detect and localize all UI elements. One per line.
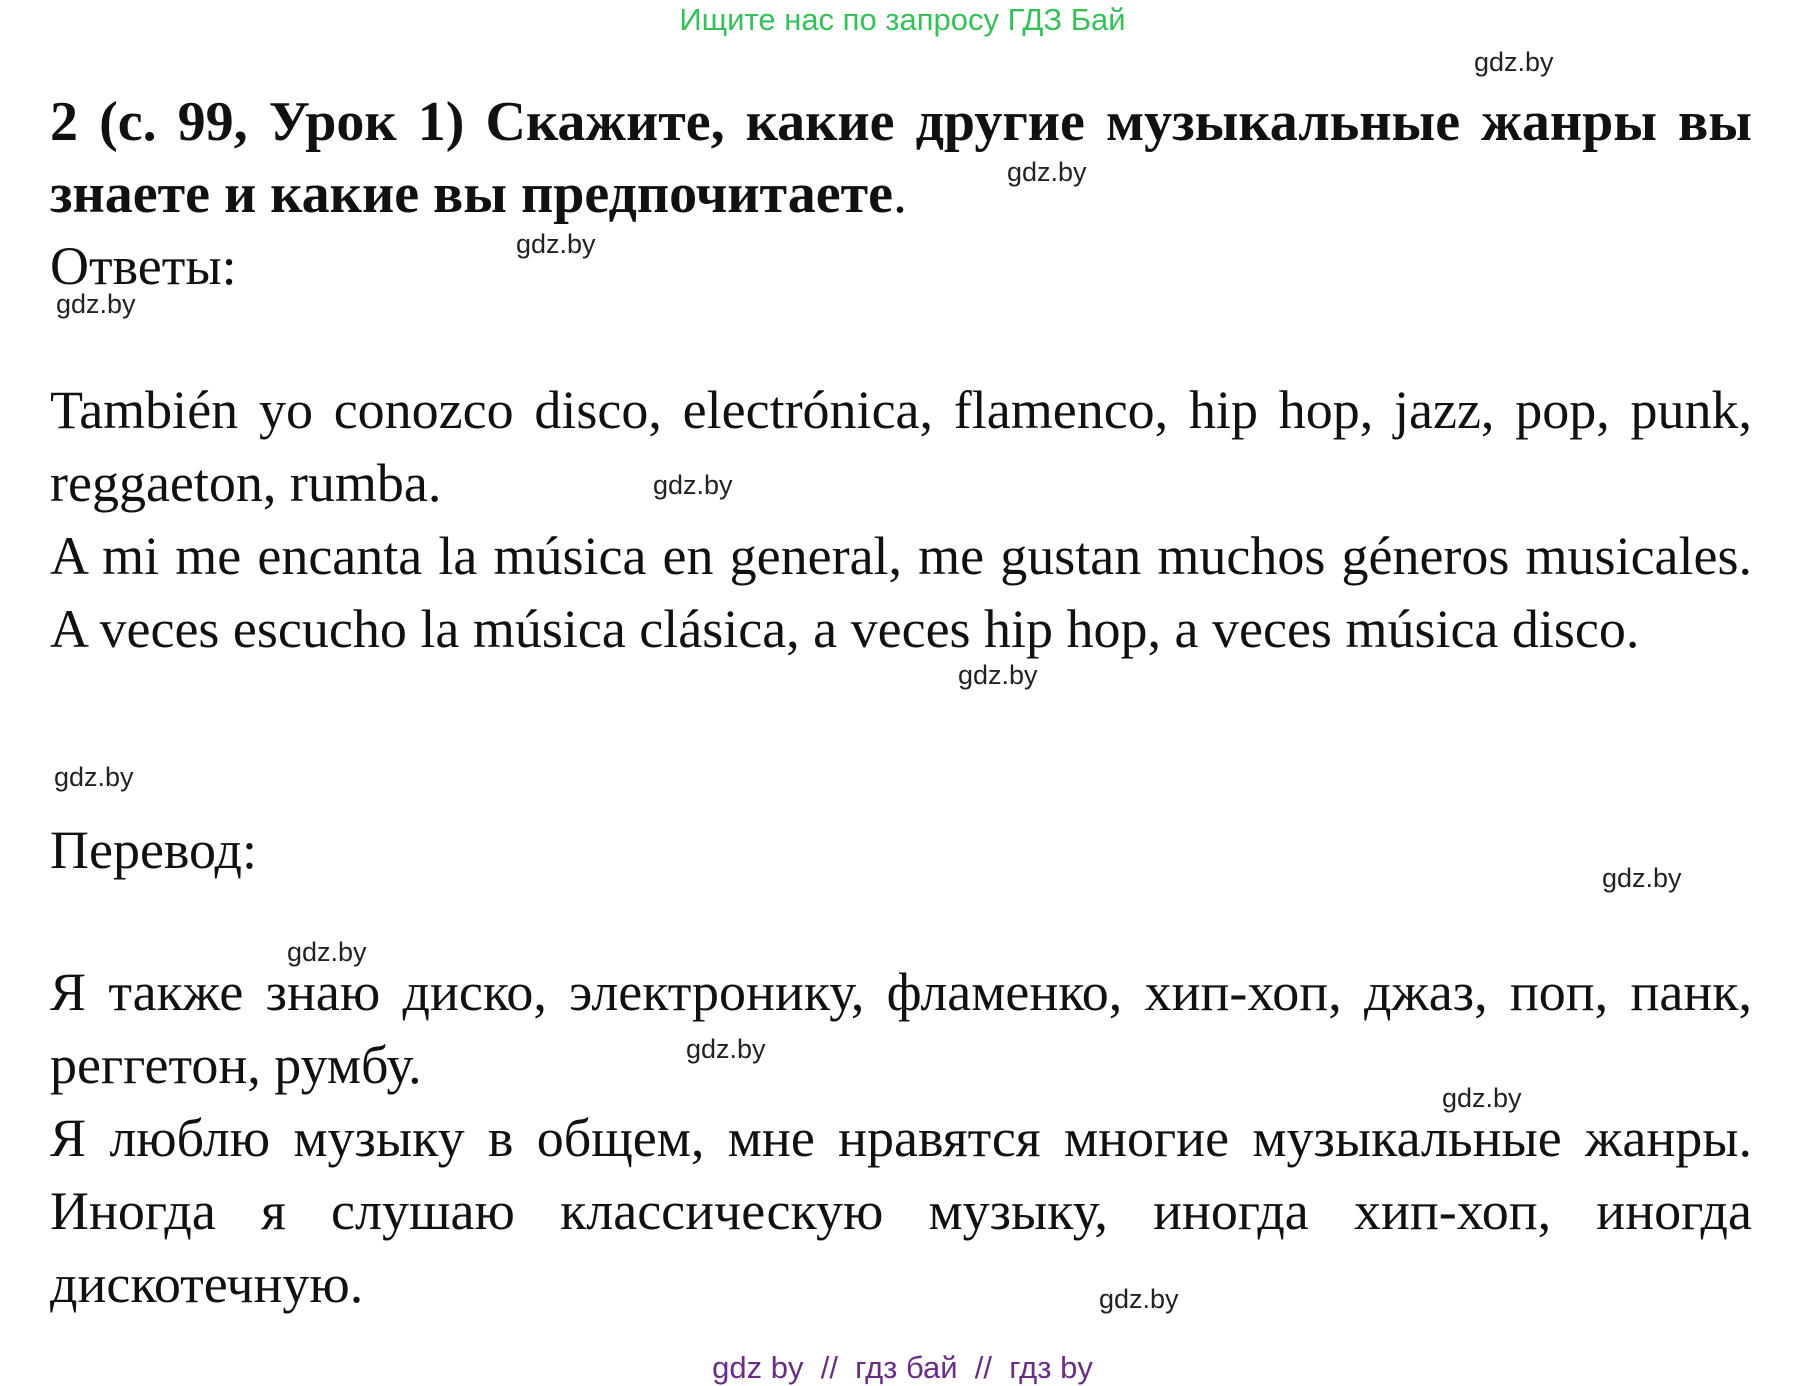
footer-links: gdz by // гдз бай // гдз by	[712, 1350, 1093, 1385]
watermark: gdz.by	[958, 660, 1038, 690]
answers-label: Ответы:	[50, 236, 237, 296]
watermark: gdz.by	[54, 762, 134, 792]
watermark: gdz.by	[1007, 157, 1087, 187]
task-title-text: 2 (с. 99, Урок 1) Скажите, какие другие музыкальные жанры вы знаете и какие вы предпочитаете	[50, 91, 1752, 225]
answer-paragraph-2: A mi me encanta la música en general, me gustan muchos géneros musicales. A veces escucho la música clásica, a veces hip hop, a veces música disco.	[50, 526, 1752, 659]
translation-section	[50, 956, 1752, 1321]
watermark: gdz.by	[56, 289, 136, 319]
task-title	[50, 86, 1752, 230]
answer-paragraph-1: También yo conozco disco, electrónica, flamenco, hip hop, jazz, pop, punk, reggaeton, rumba.	[50, 380, 1752, 513]
watermark: gdz.by	[287, 937, 367, 967]
answers-section	[50, 374, 1752, 666]
search-banner: Ищите нас по запросу ГДЗ Бай	[679, 2, 1126, 37]
watermark: gdz.by	[1099, 1284, 1179, 1314]
watermark: gdz.by	[1442, 1083, 1522, 1113]
watermark: gdz.by	[686, 1034, 766, 1064]
watermark: gdz.by	[1602, 863, 1682, 893]
watermark: gdz.by	[516, 229, 596, 259]
translation-paragraph-2: Я люблю музыку в общем, мне нравятся многие музыкальные жанры. Иногда я слушаю классическую музыку, иногда хип-хоп, иногда дискотечную.	[50, 1108, 1752, 1314]
translation-label: Перевод:	[50, 820, 257, 880]
watermark: gdz.by	[1474, 47, 1554, 77]
task-title-period: .	[892, 163, 907, 225]
watermark: gdz.by	[653, 470, 733, 500]
translation-paragraph-1: Я также знаю диско, электронику, фламенко, хип-хоп, джаз, поп, панк, реггетон, румбу.	[50, 962, 1752, 1095]
